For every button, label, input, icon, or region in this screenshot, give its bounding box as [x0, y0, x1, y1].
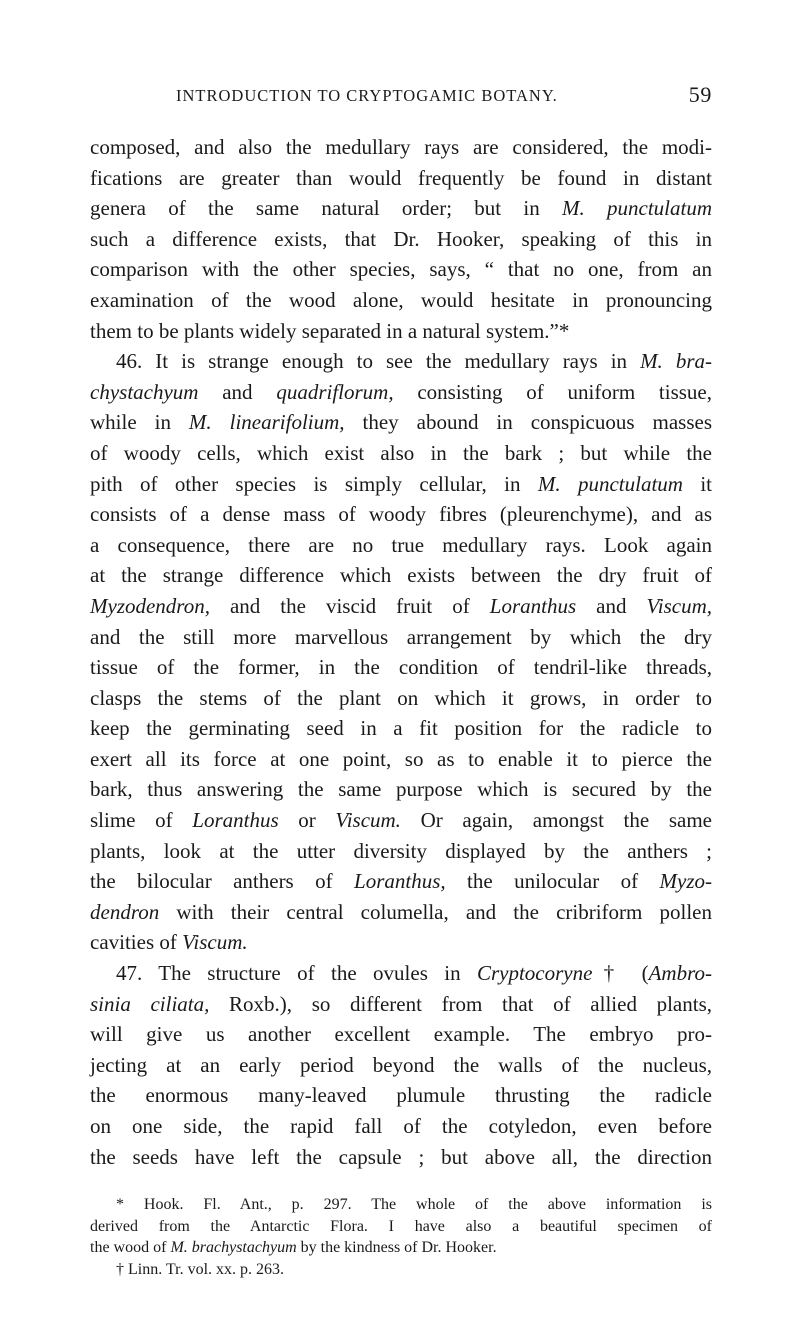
italic-text: Myzo- — [659, 869, 712, 894]
italic-text: Viscum. — [335, 808, 401, 833]
text-line: keep the germinating seed in a fit position for the radicle to — [90, 716, 712, 741]
footnote-line: derived from the Antarctic Flora. I have also a beautiful specimen of — [90, 1217, 712, 1235]
text-line: will give us another excellent example. The embryo pro- — [90, 1022, 712, 1047]
text-line: Myzodendron, and the viscid fruit of Loranthus and Viscum, — [90, 593, 712, 618]
text-line: bark, thus answering the same purpose which is secured by the — [90, 777, 712, 802]
italic-text: Myzodendron, — [90, 593, 210, 618]
text-line: fications are greater than would frequently be found in distant — [90, 165, 712, 190]
text-line: jecting at an early period beyond the walls of the nucleus, — [90, 1052, 712, 1077]
text-line: dendron with their central columella, and the cribriform pollen — [90, 899, 712, 924]
text-line: sinia ciliata, Roxb.), so different from that of allied plants, — [90, 991, 713, 1016]
text-line: clasps the stems of the plant on which it grows, in order to — [90, 685, 712, 710]
text-line: examination of the wood alone, would hesitate in pronouncing — [90, 287, 712, 312]
text-line: consists of a dense mass of woody fibres (pleurenchyme), and as — [90, 502, 712, 527]
body-text — [90, 132, 712, 1172]
text-line: cavities of Viscum. — [90, 930, 248, 955]
text-line: comparison with the other species, says, “ that no one, from an — [90, 257, 712, 282]
italic-text: dendron — [90, 899, 160, 924]
italic-text: Loranthus — [489, 593, 577, 618]
text-line: at the strange difference which exists between the dry fruit of — [90, 563, 712, 588]
italic-text: Loranthus, — [354, 869, 446, 894]
running-title: INTRODUCTION TO CRYPTOGAMIC BOTANY. — [176, 86, 558, 105]
italic-text: M. linearifolium, — [188, 410, 345, 435]
text-line: genera of the same natural order; but in M. punctulatum — [90, 196, 712, 221]
italic-text: M. bra- — [640, 349, 712, 374]
running-header — [90, 82, 712, 118]
text-line: 47. The structure of the ovules in Cryptocoryne† (Ambro- — [116, 961, 712, 986]
book-page — [90, 82, 712, 1281]
italic-text: M. punctulatum — [562, 196, 712, 221]
page-number: 59 — [688, 82, 712, 107]
italic-text: Cryptocoryne — [476, 961, 593, 986]
italic-text: chystachyum — [90, 379, 199, 404]
text-line: plants, look at the utter diversity displayed by the anthers ; — [90, 838, 712, 863]
text-line: on one side, the rapid fall of the cotyledon, even before — [90, 1114, 712, 1138]
text-line: pith of other species is simply cellular, in M. punctulatum it — [90, 471, 712, 496]
italic-text: quadriflorum, — [276, 379, 394, 404]
italic-text: sinia ciliata, — [90, 991, 210, 1016]
italic-text: M. brachystachyum — [170, 1239, 297, 1257]
footnote-line: the wood of M. brachystachyum by the kindness of Dr. Hooker. — [90, 1239, 497, 1257]
text-line: tissue of the former, in the condition of tendril-like threads, — [90, 655, 712, 680]
italic-text: Viscum, — [646, 593, 712, 618]
italic-text: Loranthus — [192, 808, 279, 833]
italic-text: M. punctulatum — [537, 471, 683, 496]
text-line: exert all its force at one point, so as to enable it to pierce the — [90, 746, 712, 771]
text-line: 46. It is strange enough to see the medullary rays in M. bra- — [116, 349, 712, 374]
text-line: a consequence, there are no true medullary rays. Look again — [90, 532, 712, 557]
text-line: the bilocular anthers of Loranthus, the unilocular of Myzo- — [90, 869, 712, 894]
text-line: slime of Loranthus or Viscum. Or again, amongst the same — [90, 808, 712, 833]
text-line: such a difference exists, that Dr. Hooker, speaking of this in — [90, 226, 712, 251]
footnote-line: † Linn. Tr. vol. xx. p. 263. — [116, 1260, 285, 1278]
italic-text: Ambro- — [648, 961, 712, 986]
text-line: them to be plants widely separated in a natural system.”* — [90, 318, 570, 343]
italic-text: Viscum. — [182, 930, 248, 955]
text-line: the seeds have left the capsule ; but above all, the direction — [90, 1144, 712, 1169]
text-line: composed, and also the medullary rays are considered, the modi- — [90, 135, 712, 159]
text-line: while in M. linearifolium, they abound in conspicuous masses — [90, 410, 712, 435]
text-line: of woody cells, which exist also in the bark ; but while the — [90, 440, 712, 465]
text-line: chystachyum and quadriflorum, consisting of uniform tissue, — [90, 379, 713, 404]
footnote-line: * Hook. Fl. Ant., p. 297. The whole of the above information is — [116, 1196, 712, 1214]
text-line: the enormous many-leaved plumule thrusting the radicle — [90, 1083, 712, 1108]
text-line: and the still more marvellous arrangement by which the dry — [90, 624, 712, 649]
footnotes — [90, 1194, 712, 1280]
